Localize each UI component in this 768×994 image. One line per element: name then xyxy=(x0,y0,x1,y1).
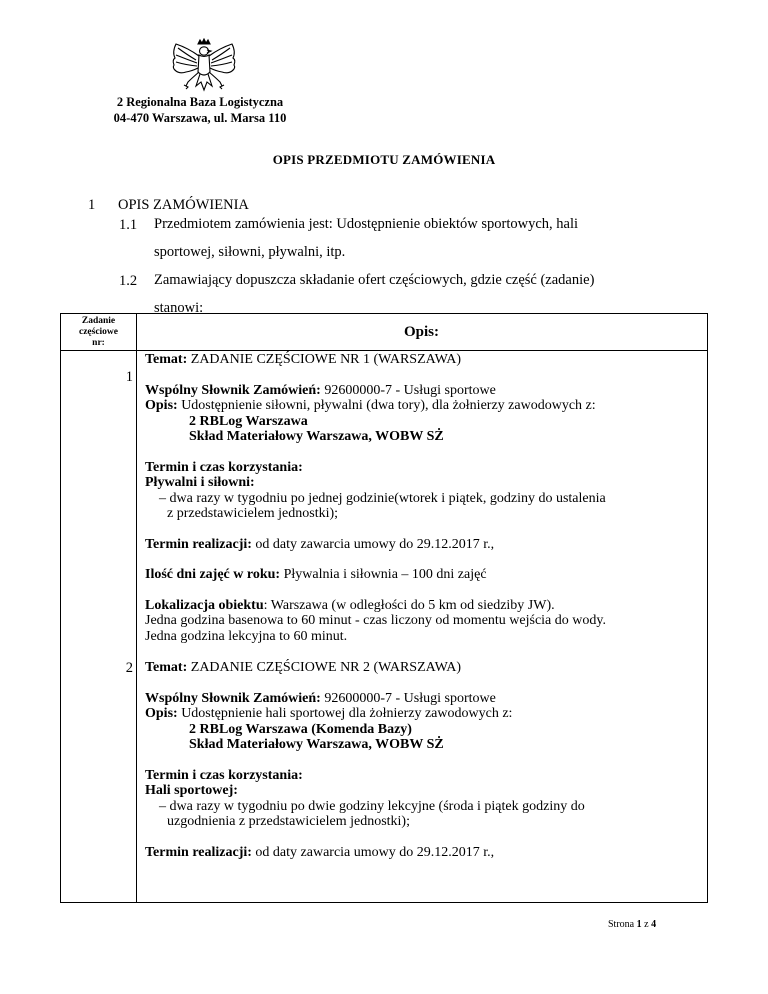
item-line: Zamawiający dopuszcza składanie ofert częściowych, gdzie część (zadanie) xyxy=(154,272,595,288)
org-address: 04-470 Warszawa, ul. Marsa 110 xyxy=(113,111,287,125)
org-name: 2 Regionalna Baza Logistyczna xyxy=(116,95,284,109)
location-value: : Warszawa (w odległości do 5 km od siedziby JW). xyxy=(263,597,555,613)
row-number: 2 xyxy=(125,660,133,676)
unit-line: 2 RBLog Warszawa xyxy=(189,413,308,429)
desc-label: Opis: xyxy=(145,398,178,413)
desc-label: Opis: xyxy=(145,706,178,721)
deadline-value: od daty zawarcia umowy do 29.12.2017 r., xyxy=(251,536,495,552)
column-header-description: Opis: xyxy=(403,324,439,340)
topic-value: ZADANIE CZĘŚCIOWE NR 1 (WARSZAWA) xyxy=(187,352,462,367)
polish-eagle-emblem-icon xyxy=(166,38,242,94)
column-header-task-number xyxy=(61,316,136,349)
topic-line xyxy=(145,352,705,368)
usage-line: z przedstawicielem jednostki); xyxy=(167,506,339,521)
usage-line: – dwa razy w tygodniu po jednej godzinie(wtorek i piątek, godziny do ustalenia xyxy=(159,490,606,506)
cpv-line xyxy=(145,383,705,399)
item-line: Przedmiotem zamówienia jest: Udostępnienie obiektów sportowych, hali xyxy=(154,216,579,232)
topic-value: ZADANIE CZĘŚCIOWE NR 2 (WARSZAWA) xyxy=(187,660,462,675)
deadline-line xyxy=(145,845,705,861)
page-footer xyxy=(608,919,656,930)
unit-line: Skład Materiałowy Warszawa, WOBW SŻ xyxy=(189,737,444,752)
cpv-line xyxy=(145,691,705,707)
item-line: stanowi: xyxy=(154,300,204,316)
header-line: Zadanie xyxy=(81,316,116,326)
header-line: częściowe xyxy=(78,327,119,337)
desc-value: Udostępnienie hali sportowej dla żołnierzy zawodowych z: xyxy=(177,706,513,721)
usage-label: Termin i czas korzystania: xyxy=(145,459,303,475)
item-number: 1.2 xyxy=(119,273,138,289)
section-number: 1 xyxy=(88,197,96,213)
page-total: 4 xyxy=(651,919,657,930)
days-value: Pływalnia i siłownia – 100 dni zajęć xyxy=(280,567,487,582)
topic-label: Temat: xyxy=(145,660,188,675)
usage-label: Termin i czas korzystania: xyxy=(145,767,303,783)
usage-sublabel: Pływalni i siłowni: xyxy=(145,475,255,490)
cpv-label: Wspólny Słownik Zamówień: xyxy=(145,690,321,706)
deadline-label: Termin realizacji: xyxy=(145,844,252,860)
row-number: 1 xyxy=(125,369,133,385)
deadline-line xyxy=(145,537,705,553)
table-divider xyxy=(61,350,707,351)
unit-line: 2 RBLog Warszawa (Komenda Bazy) xyxy=(189,721,412,737)
note-line: Jedna godzina basenowa to 60 minut - czas liczony od momentu wejścia do wody. xyxy=(145,613,606,628)
topic-line xyxy=(145,660,705,676)
cpv-value: 92600000-7 - Usługi sportowe xyxy=(320,382,496,398)
item-text xyxy=(154,210,714,266)
deadline-label: Termin realizacji: xyxy=(145,536,252,552)
footer-prefix: Strona xyxy=(608,919,637,930)
item-number: 1.1 xyxy=(119,217,138,233)
tasks-table xyxy=(60,313,708,903)
desc-line xyxy=(145,398,705,414)
deadline-value: od daty zawarcia umowy do 29.12.2017 r., xyxy=(251,844,495,860)
header-line: nr: xyxy=(92,338,105,348)
cpv-value: 92600000-7 - Usługi sportowe xyxy=(320,690,496,706)
usage-line: – dwa razy w tygodniu po dwie godziny lekcyjne (środa i piątek godziny do xyxy=(159,798,585,814)
usage-sublabel: Hali sportowej: xyxy=(145,783,238,798)
location-label: Lokalizacja obiektu xyxy=(145,597,264,613)
desc-line xyxy=(145,706,705,722)
location-line xyxy=(145,598,705,614)
page-current: 1 xyxy=(636,919,642,930)
footer-sep: z xyxy=(641,919,652,930)
table-divider xyxy=(136,314,137,902)
topic-label: Temat: xyxy=(145,352,188,367)
document-title: OPIS PRZEDMIOTU ZAMÓWIENIA xyxy=(272,152,496,167)
days-label: Ilość dni zajęć w roku: xyxy=(145,567,281,582)
item-line: sportowej, siłowni, pływalni, itp. xyxy=(154,244,346,260)
unit-line: Skład Materiałowy Warszawa, WOBW SŻ xyxy=(189,429,444,444)
note-line: Jedna godzina lekcyjna to 60 minut. xyxy=(145,628,348,644)
usage-line: uzgodnienia z przedstawicielem jednostki); xyxy=(167,814,410,829)
table-row-description xyxy=(145,352,705,644)
days-line xyxy=(145,567,705,583)
cpv-label: Wspólny Słownik Zamówień: xyxy=(145,382,321,398)
table-row-description xyxy=(145,660,705,860)
desc-value: Udostępnienie siłowni, pływalni (dwa tory), dla żołnierzy zawodowych z: xyxy=(177,398,596,413)
section-title: OPIS ZAMÓWIENIA xyxy=(118,197,249,213)
